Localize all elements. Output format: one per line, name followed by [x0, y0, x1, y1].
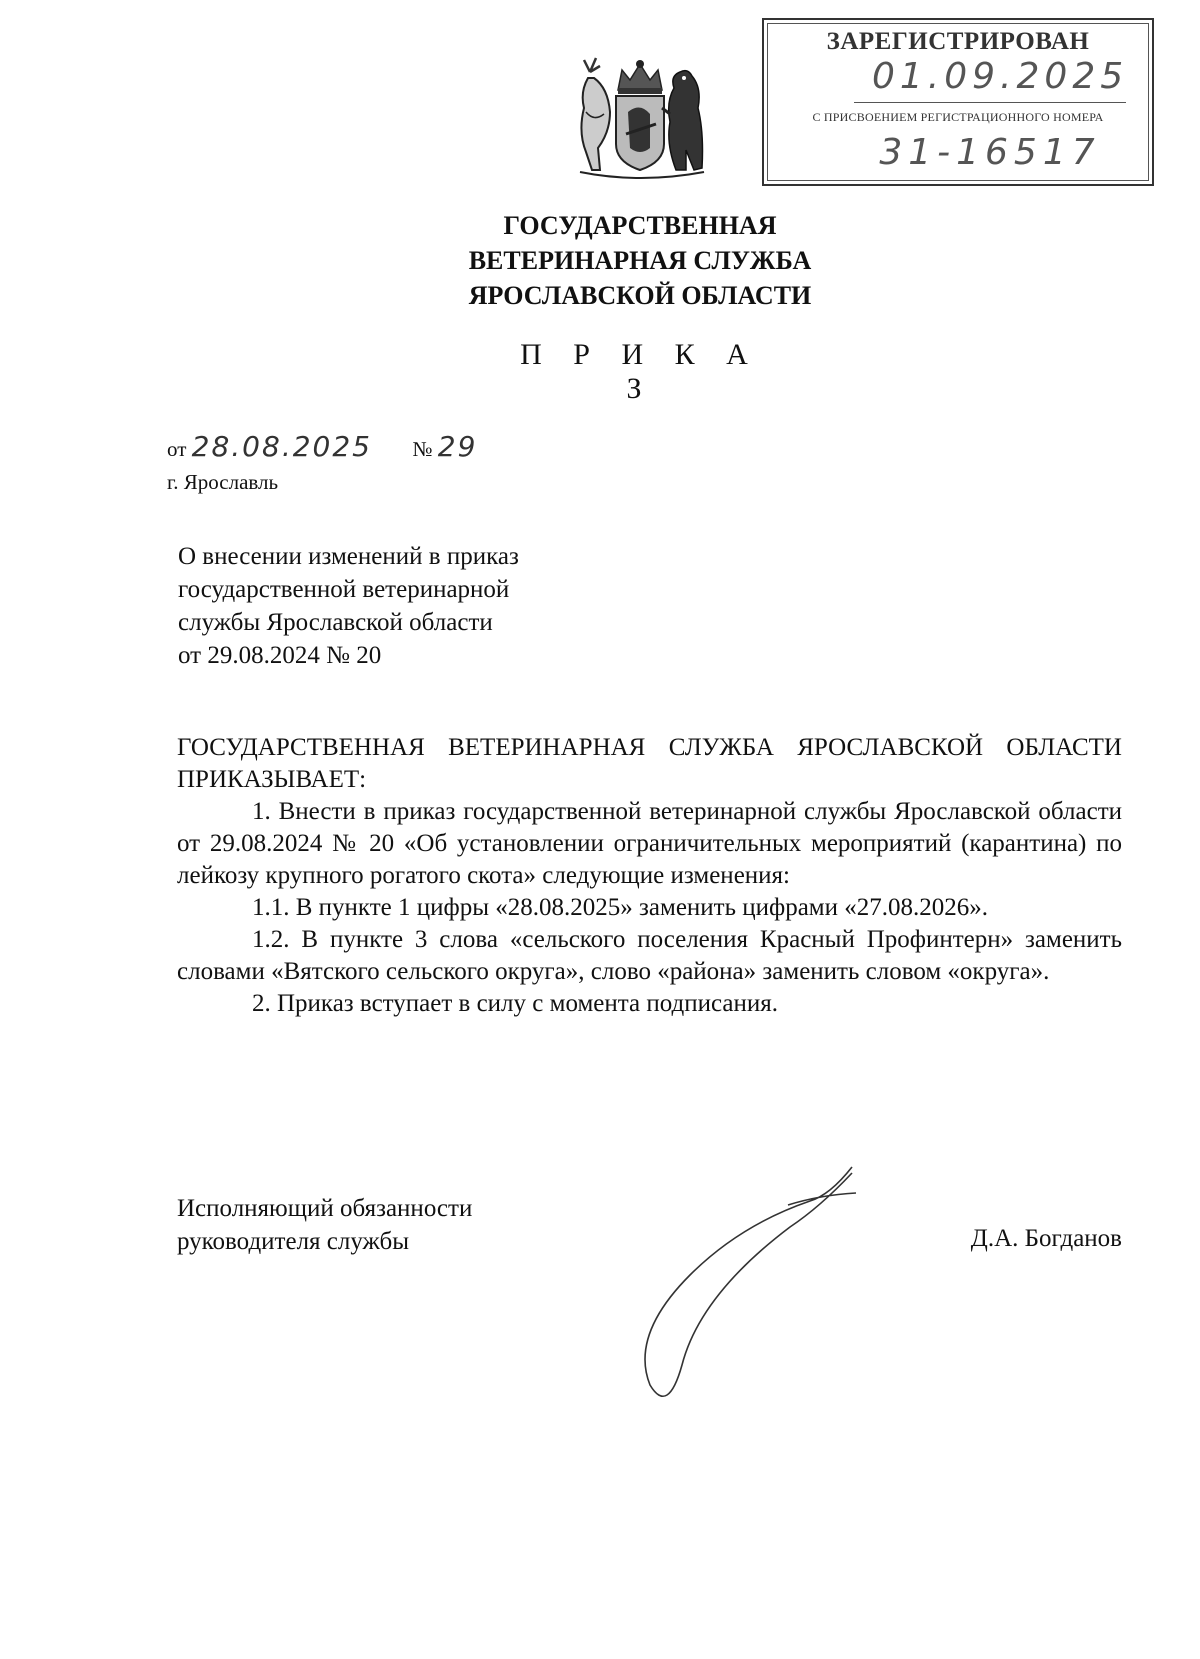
coat-of-arms-emblem	[570, 52, 710, 182]
paragraph-1: 1. Внести в приказ государственной ветеринарной службы Ярославской области от 29.08.2024 № 20 «Об установлении ограничительных мероприятий (карантина) по лейкозу крупного рогатого скота» следующие изменения:	[177, 798, 1122, 889]
document-date-number	[167, 430, 477, 463]
stamp-reg-number: 31-16517	[879, 132, 1101, 173]
handwritten-signature	[620, 1165, 900, 1405]
preamble: ГОСУДАРСТВЕННАЯ ВЕТЕРИНАРНАЯ СЛУЖБА ЯРОСЛАВСКОЙ ОБЛАСТИ ПРИКАЗЫВАЕТ:	[177, 734, 1122, 793]
document-subject	[178, 540, 658, 672]
subject-line: службы Ярославской области	[178, 609, 493, 636]
organization-name	[300, 208, 980, 313]
document-type: П Р И К А З	[520, 338, 760, 405]
subject-line: от 29.08.2024 № 20	[178, 642, 382, 669]
stamp-divider	[854, 102, 1126, 103]
org-line: ВЕТЕРИНАРНАЯ СЛУЖБА	[468, 246, 812, 275]
paragraph-1-2: 1.2. В пункте 3 слова «сельского поселения Красный Профинтерн» заменить словами «Вятского сельского округа», слово «района» заменить словом «округа».	[177, 926, 1122, 985]
date-prefix: от	[167, 437, 187, 461]
paragraph-1-1: 1.1. В пункте 1 цифры «28.08.2025» заменить цифрами «27.08.2026».	[252, 894, 988, 921]
role-line: руководителя службы	[177, 1228, 410, 1255]
stamp-caption: С ПРИСВОЕНИЕМ РЕГИСТРАЦИОННОГО НОМЕРА	[812, 110, 1104, 124]
document-body	[177, 732, 1122, 1020]
number-prefix: №	[412, 437, 433, 461]
registration-stamp	[762, 18, 1154, 186]
stamp-date: 01.09.2025	[872, 56, 1129, 97]
document-number: 29	[437, 430, 478, 463]
subject-line: государственной ветеринарной	[178, 576, 510, 603]
signatory-name: Д.А. Богданов	[970, 1225, 1122, 1252]
document-city: г. Ярославль	[167, 470, 279, 494]
org-line: ЯРОСЛАВСКОЙ ОБЛАСТИ	[468, 281, 812, 310]
stamp-divider	[854, 180, 1126, 181]
document-date: 28.08.2025	[191, 430, 372, 463]
role-line: Исполняющий обязанности	[177, 1195, 473, 1222]
signatory-role	[177, 1192, 472, 1258]
paragraph-2: 2. Приказ вступает в силу с момента подписания.	[252, 990, 778, 1017]
org-line: ГОСУДАРСТВЕННАЯ	[503, 211, 777, 240]
stamp-title: ЗАРЕГИСТРИРОВАН	[826, 28, 1090, 55]
subject-line: О внесении изменений в приказ	[178, 543, 519, 570]
